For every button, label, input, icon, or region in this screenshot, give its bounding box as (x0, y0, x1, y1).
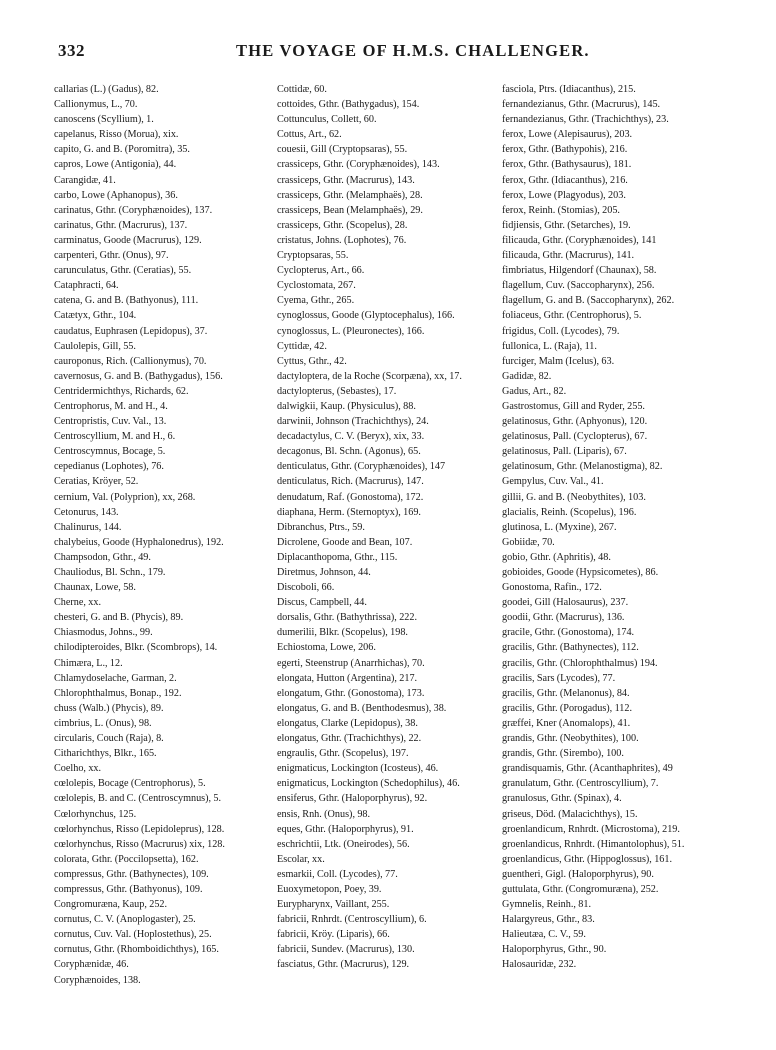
index-entry: capros, Lowe (Antigonia), 44. (54, 159, 177, 171)
index-entry: ensis, Rnh. (Onus), 98. (277, 808, 371, 820)
running-title: THE VOYAGE OF H.M.S. CHALLENGER. (236, 41, 590, 60)
index-entry: gelatinosus, Pall. (Liparis), 67. (502, 446, 627, 458)
index-entry: cavernosus, G. and B. (Bathygadus), 156. (54, 370, 223, 382)
index-entry: caudatus, Euphrasen (Lepidopus), 37. (54, 325, 208, 337)
index-entry: Cetonurus, 143. (54, 506, 119, 518)
index-entry: goodei, Gill (Halosaurus), 237. (502, 597, 629, 609)
index-entry: Cyema, Gthr., 265. (277, 295, 355, 307)
index-entry: Chimæra, L., 12. (54, 657, 123, 669)
index-entry: gracilis, Gthr. (Melanonus), 84. (502, 687, 630, 699)
index-entry: gelatinosus, Gthr. (Aphyonus), 120. (502, 416, 648, 428)
index-entry: ferox, Lowe (Alepisaurus), 203. (502, 129, 633, 141)
index-entry: Echiostoma, Lowe, 206. (277, 642, 376, 654)
index-entry: ferox, Lowe (Plagyodus), 203. (502, 189, 626, 201)
index-entry: Chlamydoselache, Garman, 2. (54, 672, 177, 684)
index-entry: Gadidæ, 82. (502, 370, 552, 382)
index-entry: eques, Gthr. (Haloporphyrus), 91. (277, 823, 414, 835)
index-entry: ferox, Reinh. (Stomias), 205. (502, 204, 620, 216)
index-entry: fabricii, Sundev. (Macrurus), 130. (277, 944, 415, 956)
index-entry: Callionymus, L., 70. (54, 99, 138, 111)
index-entry: Gempylus, Cuv. Val., 41. (502, 476, 604, 488)
index-entry: crassiceps, Bean (Melamphaës), 29. (277, 204, 423, 216)
index-entry: Haloporphyrus, Gthr., 90. (502, 944, 607, 956)
index-entry: gillii, G. and B. (Neobythites), 103. (502, 491, 646, 503)
index-entry: cornutus, C. V. (Anoplogaster), 25. (54, 914, 196, 926)
index-entry: chuss (Walb.) (Phycis), 89. (54, 702, 164, 714)
index-entry: elongatus, G. and B. (Benthodesmus), 38. (277, 702, 447, 714)
index-entry: Cyttidæ, 42. (277, 340, 327, 352)
index-entry: Chlorophthalmus, Bonap., 192. (54, 687, 182, 699)
index-entry: flagellum, Cuv. (Saccopharynx), 256. (502, 280, 655, 292)
index-entry: Citharichthys, Blkr., 165. (54, 748, 157, 760)
index-entry: Cyttus, Gthr., 42. (277, 355, 347, 367)
index-entry: dactylopterus, (Sebastes), 17. (277, 385, 397, 397)
index-entry: callarias (L.) (Gadus), 82. (54, 84, 159, 95)
index-entry: Coelho, xx. (54, 763, 102, 775)
index-entry: fernandezianus, Gthr. (Macrurus), 145. (502, 99, 661, 111)
index-entry: frigidus, Coll. (Lycodes), 79. (502, 325, 620, 337)
index-entry: Halieutæa, C. V., 59. (502, 929, 586, 941)
index-column-1 (54, 82, 276, 988)
index-entry: Escolar, xx. (277, 853, 325, 865)
index-entry: Centrophorus, M. and H., 4. (54, 400, 168, 412)
index-entry: cristatus, Johns. (Lophotes), 76. (277, 234, 407, 246)
index-entry: fullonica, L. (Raja), 11. (502, 340, 597, 352)
index-entry: elongatus, Gthr. (Trachichthys), 22. (277, 733, 422, 745)
index-entry: denticulatus, Gthr. (Coryphænoides), 147 (277, 461, 446, 473)
index-entry: glacialis, Reinh. (Scopelus), 196. (502, 506, 637, 518)
index-entry: chilodipteroides, Blkr. (Scombrops), 14. (54, 642, 218, 654)
index-entry: cornutus, Cuv. Val. (Hoplostethus), 25. (54, 929, 212, 941)
index-entry: cœlorhynchus, Risso (Lepidoleprus), 128. (54, 823, 225, 835)
index-entry: carinatus, Gthr. (Coryphænoides), 137. (54, 204, 213, 216)
index-entry: Caulolepis, Gill, 55. (54, 340, 136, 352)
index-entry: Gastrostomus, Gill and Ryder, 255. (502, 400, 645, 412)
index-entry: gelatinosus, Pall. (Cyclopterus), 67. (502, 431, 648, 443)
index-entry: Centroscyllium, M. and H., 6. (54, 431, 176, 443)
index-entry: Coryphænidæ, 46. (54, 959, 129, 971)
index-entry: canoscens (Scyllium), 1. (54, 114, 154, 126)
index-entry: Cryptopsaras, 55. (277, 250, 349, 262)
index-entry: Ceratias, Kröyer, 52. (54, 476, 139, 488)
index-entry: ferox, Gthr. (Bathypohis), 216. (502, 144, 628, 156)
index-entry: Centroscymnus, Bocage, 5. (54, 446, 166, 458)
index-entry: compressus, Gthr. (Bathyonus), 109. (54, 883, 203, 895)
index-entry: carbo, Lowe (Aphanopus), 36. (54, 189, 178, 201)
index-entry: darwinii, Johnson (Trachichthys), 24. (277, 416, 429, 428)
index-entry: gracilis, Gthr. (Porogadus), 112. (502, 702, 633, 714)
index-entry: carminatus, Goode (Macrurus), 129. (54, 234, 202, 246)
index-entry: glutinosa, L. (Myxine), 267. (502, 521, 617, 533)
index-entry: colorata, Gthr. (Poccilopsetta), 162. (54, 853, 199, 865)
index-entry: carunculatus, Gthr. (Ceratias), 55. (54, 265, 192, 277)
index-entry: filicauda, Gthr. (Coryphænoides), 141 (502, 234, 657, 246)
index-entry: granulosus, Gthr. (Spinax), 4. (502, 793, 622, 805)
index-entry: decagonus, Bl. Schn. (Agonus), 65. (277, 446, 421, 458)
page-header (58, 41, 730, 67)
index-column-2 (277, 82, 505, 973)
index-entry: Gadus, Art., 82. (502, 385, 567, 397)
index-entry: groenlandicum, Rnhrdt. (Microstoma), 219. (502, 823, 680, 835)
index-entry: foliaceus, Gthr. (Centrophorus), 5. (502, 310, 642, 322)
index-entry: elongatus, Clarke (Lepidopus), 38. (277, 717, 418, 729)
page-number: 332 (58, 41, 85, 60)
index-entry: Diplacanthopoma, Gthr., 115. (277, 551, 398, 563)
index-entry: elongata, Hutton (Argentina), 217. (277, 672, 418, 684)
index-entry: Eurypharynx, Vaillant, 255. (277, 899, 390, 911)
index-entry: crassiceps, Gthr. (Scopelus), 28. (277, 219, 408, 231)
index-entry: Cœlorhynchus, 125. (54, 808, 137, 820)
index-entry: groenlandicus, Gthr. (Hippoglossus), 161. (502, 853, 673, 865)
index-entry: eschrichtii, Ltk. (Oneirodes), 56. (277, 838, 410, 850)
index-entry: Gymnelis, Reinh., 81. (502, 899, 592, 911)
index-entry: grandis, Gthr. (Sirembo), 100. (502, 748, 624, 760)
index-entry: dactyloptera, de la Roche (Scorpæna), xx, 17. (277, 370, 462, 382)
index-entry: gobio, Gthr. (Aphritis), 48. (502, 551, 611, 563)
index-entry: esmarkii, Coll. (Lycodes), 77. (277, 868, 398, 880)
index-entry: Gonostoma, Rafin., 172. (502, 582, 602, 594)
index-entry: grandis, Gthr. (Neobythites), 100. (502, 733, 639, 745)
index-entry: cœlolepis, B. and C. (Centroscymnus), 5. (54, 793, 222, 805)
index-entry: chesteri, G. and B. (Phycis), 89. (54, 612, 184, 624)
index-entry: cœlolepis, Bocage (Centrophorus), 5. (54, 778, 206, 790)
index-entry: carinatus, Gthr. (Macrurus), 137. (54, 219, 188, 231)
index-entry: enigmaticus, Lockington (Icosteus), 46. (277, 763, 439, 775)
index-entry: denudatum, Raf. (Gonostoma), 172. (277, 491, 424, 503)
index-entry: couesii, Gill (Cryptopsaras), 55. (277, 144, 408, 156)
index-entry: fimbriatus, Hilgendorf (Chaunax), 58. (502, 265, 657, 277)
index-column-3 (502, 82, 752, 973)
index-entry: Dibranchus, Ptrs., 59. (277, 521, 365, 533)
index-entry: compressus, Gthr. (Bathynectes), 109. (54, 868, 209, 880)
index-entry: Chauliodus, Bl. Schn., 179. (54, 567, 166, 578)
index-entry: fidjiensis, Gthr. (Setarches), 19. (502, 219, 631, 231)
index-entry: cœlorhynchus, Risso (Macrurus) xix, 128. (54, 838, 225, 850)
index-entry: gracilis, Gthr. (Bathynectes), 112. (502, 642, 639, 654)
index-entry: Cyclopterus, Art., 66. (277, 265, 365, 277)
index-entry: chalybeius, Goode (Hyphalonedrus), 192. (54, 536, 224, 548)
index-entry: egerti, Steenstrup (Anarrhichas), 70. (277, 657, 425, 669)
index-entry: Cataphracti, 64. (54, 280, 119, 292)
index-entry: fasciatus, Gthr. (Macrurus), 129. (277, 959, 410, 971)
index-entry: gracile, Gthr. (Gonostoma), 174. (502, 627, 635, 639)
index-entry: elongatum, Gthr. (Gonostoma), 173. (277, 687, 425, 699)
index-entry: Centropristis, Cuv. Val., 13. (54, 416, 167, 428)
index-entry: fasciola, Ptrs. (Idiacanthus), 215. (502, 84, 636, 95)
index-entry: Halosauridæ, 232. (502, 959, 577, 971)
index-entry: gelatinosum, Gthr. (Melanostigma), 82. (502, 461, 663, 473)
index-entry: engraulis, Gthr. (Scopelus), 197. (277, 748, 409, 760)
index-entry: crassiceps, Gthr. (Macrurus), 143. (277, 174, 415, 186)
index-entry: Chaunax, Lowe, 58. (54, 582, 136, 594)
index-entry: cynoglossus, L. (Pleuronectes), 166. (277, 325, 425, 337)
index-entry: fabricii, Kröy. (Liparis), 66. (277, 929, 390, 941)
index-entry: decadactylus, C. V. (Beryx), xix, 33. (277, 431, 425, 443)
index-entry: Congromuræna, Kaup, 252. (54, 899, 168, 911)
index-entry: diaphana, Herm. (Sternoptyx), 169. (277, 506, 421, 518)
index-entry: denticulatus, Rich. (Macrurus), 147. (277, 476, 424, 488)
index-entry: enigmaticus, Lockington (Schedophilus), 46. (277, 778, 460, 790)
index-entry: fabricii, Rnhrdt. (Centroscyllium), 6. (277, 914, 427, 926)
index-entry: grandisquamis, Gthr. (Acanthaphrites), 49 (502, 763, 673, 775)
index-entry: Cherne, xx. (54, 597, 102, 609)
index-entry: cornutus, Gthr. (Rhomboidichthys), 165. (54, 944, 219, 956)
index-entry: Cottus, Art., 62. (277, 129, 342, 141)
index-entry: Chiasmodus, Johns., 99. (54, 627, 153, 639)
index-entry: gobioides, Goode (Hypsicometes), 86. (502, 567, 659, 578)
index-entry: Cyclostomata, 267. (277, 280, 356, 292)
index-entry: cynoglossus, Goode (Glyptocephalus), 166. (277, 310, 455, 322)
index-entry: Cottunculus, Collett, 60. (277, 114, 377, 126)
index-entry: Discoboli, 66. (277, 582, 335, 594)
index-entry: crassiceps, Gthr. (Coryphænoides), 143. (277, 159, 440, 171)
index-entry: catena, G. and B. (Bathyonus), 111. (54, 295, 199, 307)
index-entry: Chalinurus, 144. (54, 521, 122, 533)
index-entry: Diretmus, Johnson, 44. (277, 567, 371, 578)
index-entry: Cottidæ, 60. (277, 84, 327, 95)
index-entry: guttulata, Gthr. (Congromuræna), 252. (502, 883, 659, 895)
index-entry: filicauda, Gthr. (Macrurus), 141. (502, 250, 635, 262)
index-entry: cernium, Val. (Polyprion), xx, 268. (54, 491, 196, 503)
index-entry: circularis, Couch (Raja), 8. (54, 733, 164, 745)
index-entry: Coryphænoides, 138. (54, 974, 141, 986)
index-entry: Dicrolene, Goode and Bean, 107. (277, 536, 413, 548)
index-entry: Centridermichthys, Richards, 62. (54, 385, 189, 397)
index-entry: cottoides, Gthr. (Bathygadus), 154. (277, 99, 420, 111)
index-entry: ferox, Gthr. (Bathysaurus), 181. (502, 159, 632, 171)
index-entry: cauroponus, Rich. (Callionymus), 70. (54, 355, 207, 367)
index-entry: griseus, Död. (Malacichthys), 15. (502, 808, 638, 820)
index-entry: fernandezianus, Gthr. (Trachichthys), 23. (502, 114, 669, 126)
index-entry: ferox, Gthr. (Idiacanthus), 216. (502, 174, 628, 186)
index-entry: dorsalis, Gthr. (Bathythrissa), 222. (277, 612, 418, 624)
index-entry: groenlandicus, Rnhrdt. (Himantolophus), 51. (502, 838, 685, 850)
index-entry: cepedianus (Lophotes), 76. (54, 461, 164, 473)
index-entry: dumerilii, Blkr. (Scopelus), 198. (277, 627, 408, 639)
index-entry: ensiferus, Gthr. (Haloporphyrus), 92. (277, 793, 428, 805)
index-entry: Gobiidæ, 70. (502, 536, 555, 548)
index-entry: crassiceps, Gthr. (Melamphaës), 28. (277, 189, 423, 201)
index-entry: cimbrius, L. (Onus), 98. (54, 717, 152, 729)
index-entry: flagellum, G. and B. (Saccopharynx), 262. (502, 295, 675, 307)
index-entry: guentheri, Gigl. (Haloporphyrus), 90. (502, 868, 654, 880)
index-entry: Halargyreus, Gthr., 83. (502, 914, 595, 926)
index-entry: capelanus, Risso (Morua), xix. (54, 129, 179, 141)
index-entry: furciger, Malm (Icelus), 63. (502, 355, 615, 367)
index-entry: græffei, Kner (Anomalops), 41. (502, 717, 631, 729)
index-entry: gracilis, Gthr. (Chlorophthalmus) 194. (502, 657, 658, 669)
index-entry: capito, G. and B. (Poromitra), 35. (54, 144, 190, 156)
index-entry: goodii, Gthr. (Macrurus), 136. (502, 612, 625, 624)
index-entry: carpenteri, Gthr. (Onus), 97. (54, 250, 169, 262)
index-entry: Discus, Campbell, 44. (277, 597, 367, 609)
index-entry: Euoxymetopon, Poey, 39. (277, 883, 382, 895)
index-entry: gracilis, Sars (Lycodes), 77. (502, 672, 616, 684)
index-entry: Carangidæ, 41. (54, 174, 116, 186)
index-entry: Champsodon, Gthr., 49. (54, 551, 151, 563)
index-entry: Catætyx, Gthr., 104. (54, 310, 137, 322)
index-entry: dalwigkii, Kaup. (Physiculus), 88. (277, 400, 416, 412)
index-entry: granulatum, Gthr. (Centroscyllium), 7. (502, 778, 659, 790)
